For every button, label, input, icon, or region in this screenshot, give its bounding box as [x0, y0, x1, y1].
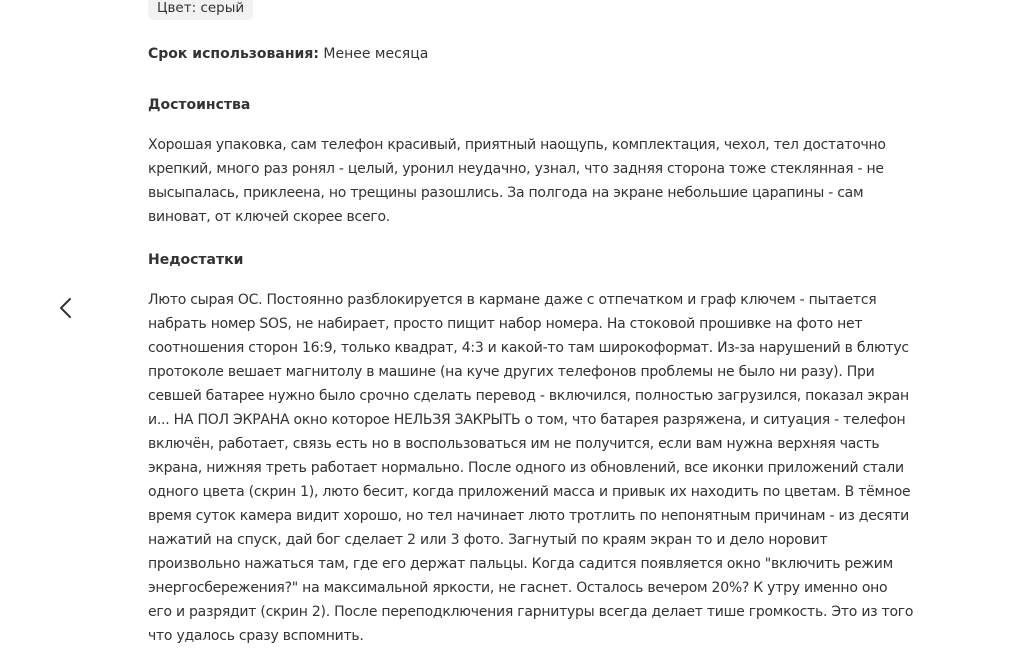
usage-period-label: Срок использования:: [148, 46, 319, 62]
pros-line: высыпалась, приклеена, но трещины разошлись. За полгода на экране небольшие царапины - сам: [148, 185, 864, 201]
previous-review-button[interactable]: [58, 296, 76, 320]
cons-line: включён, работает, связь есть но в воспользоваться им не получится, если вам нужна верхняя часть: [148, 436, 880, 452]
cons-line: экрана, нижняя треть работает нормально. После одного из обновлений, все иконки приложений стали: [148, 460, 904, 476]
pros-line: виноват, от ключей скорее всего.: [148, 209, 390, 225]
cons-line: и... НА ПОЛ ЭКРАНА окно которое НЕЛЬЗЯ ЗАКРЫТЬ о том, что батарея разряжена, и ситуация - телефон: [148, 412, 906, 428]
cons-line: протоколе вешает магнитолу в машине (на куче других телефонов проблемы не было ни разу). При: [148, 364, 875, 380]
color-attribute-chip: Цвет: серый: [148, 0, 253, 20]
cons-line: его и разрядит (скрин 2). После переподключения гарнитуры всегда делает тише громкость. Это из того: [148, 604, 914, 620]
chevron-left-icon: [58, 296, 76, 320]
cons-line: соотношения сторон 16:9, только квадрат, 4:3 и какой-то там широкоформат. Из-за нарушений в блютус: [148, 340, 909, 356]
cons-line: что удалось сразу вспомнить.: [148, 628, 364, 644]
pros-title: Достоинства: [148, 97, 251, 113]
cons-line: время суток камера видит хорошо, но тел начинает люто тротлить по непонятным причинам - из десяти: [148, 508, 909, 524]
cons-line: энергосбережения?" на максимальной яркости, не гаснет. Осталось вечером 20%? К утру именно оно: [148, 580, 888, 596]
pros-line: Хорошая упаковка, сам телефон красивый, приятный наощупь, комплектация, чехол, тел достаточно: [148, 137, 886, 153]
pros-text: [148, 133, 888, 229]
cons-line: севшей батарее нужно было срочно сделать перевод - включился, полностью загрузился, показал экран: [148, 388, 909, 404]
usage-period: [148, 44, 428, 64]
cons-line: нажатий на спуск, дай бог сделает 2 или 3 фото. Загнутый по краям экран то и дело норовит: [148, 532, 828, 548]
cons-text: [148, 288, 914, 648]
cons-line: Люто сырая ОС. Постоянно разблокируется в кармане даже с отпечатком и граф ключем - пытается: [148, 292, 877, 308]
usage-period-value: Менее месяца: [323, 46, 429, 62]
cons-title: Недостатки: [148, 252, 244, 268]
cons-line: произвольно нажаться там, где его держат пальцы. Когда садится появляется окно "включить режим: [148, 556, 893, 572]
cons-line: набрать номер SOS, не набирает, просто пищит набор номера. На стоковой прошивке на фото нет: [148, 316, 863, 332]
cons-line: одного цвета (скрин 1), люто бесит, когда приложений масса и привык их находить по цветам. В тёмное: [148, 484, 911, 500]
pros-line: крепкий, много раз ронял - целый, уронил неудачно, узнал, что задняя сторона тоже стеклянная - не: [148, 161, 884, 177]
